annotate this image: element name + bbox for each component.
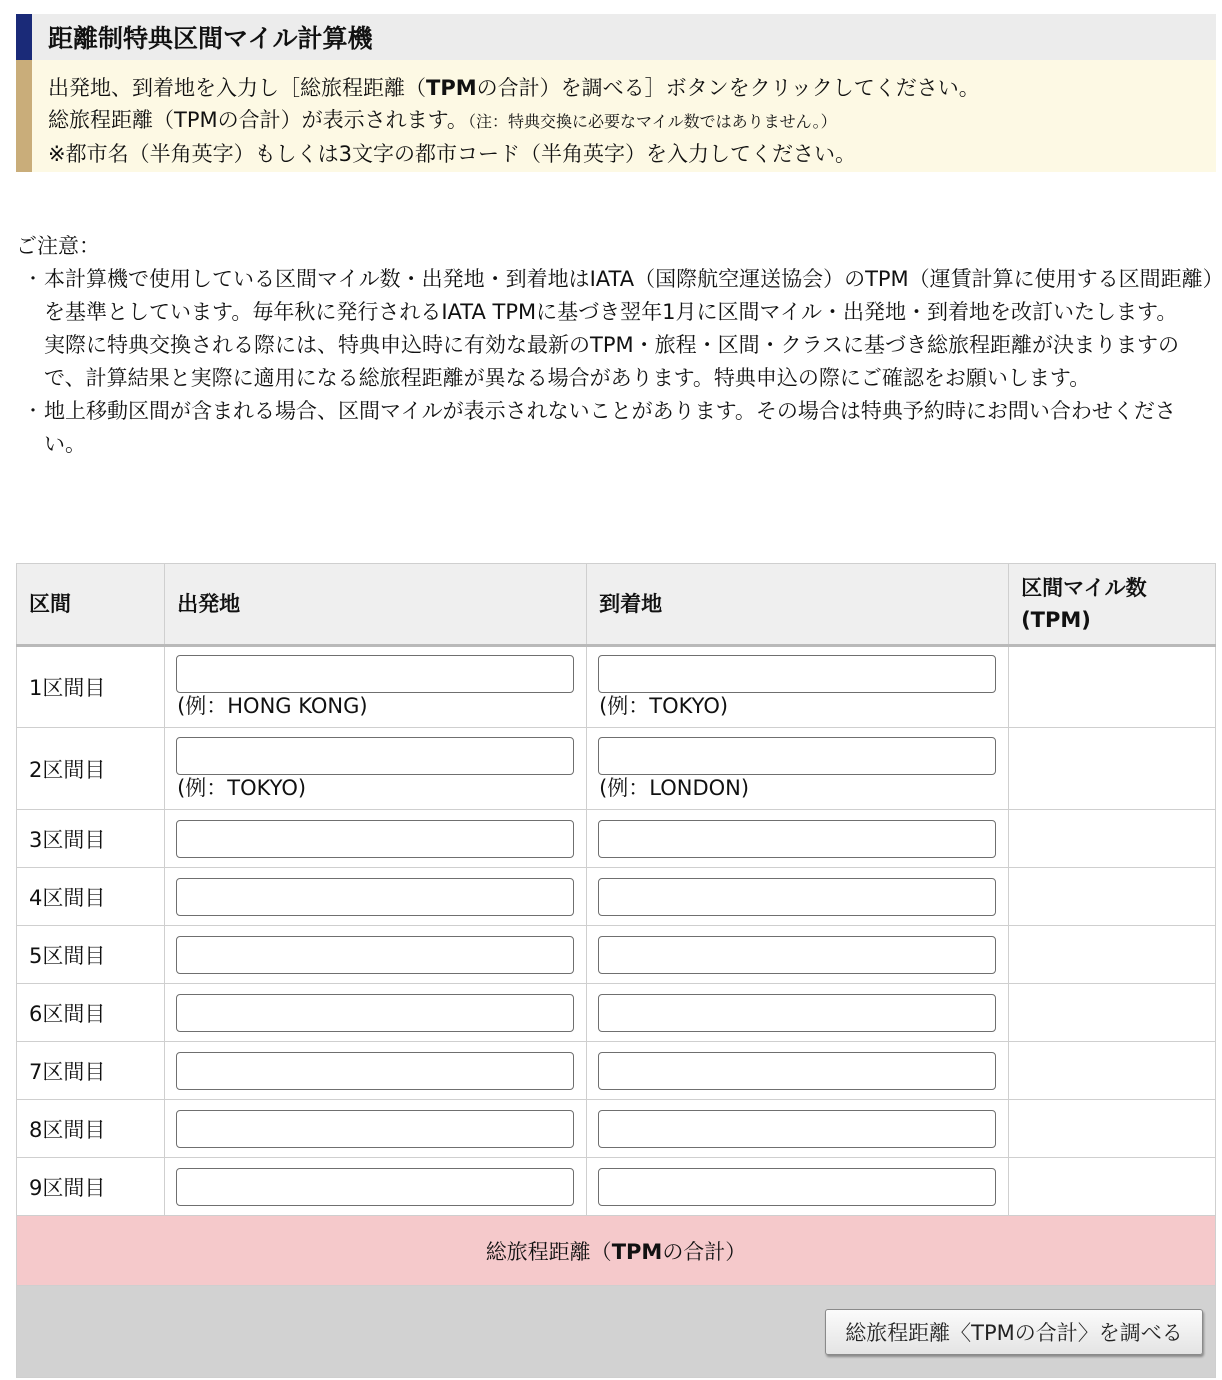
section-label: 9区間目 xyxy=(17,1158,165,1216)
notes-list xyxy=(16,263,1216,461)
arrival-cell xyxy=(587,926,1009,984)
instruction-text: 総旅程距離（TPMの合計）が表示されます。 xyxy=(48,108,468,132)
tpm-cell xyxy=(1009,810,1216,868)
departure-input[interactable] xyxy=(176,1052,574,1090)
section-label: 1区間目 xyxy=(17,646,165,728)
note-paragraph: 実際に特典交換される際には、特典申込時に有効な最新のTPM・旅程・区間・クラスに基づき総旅程距離が決まりますので、計算結果と実際に適用になる総旅程距離が異なる場合があります。特典申込の際にご確認をお願いします。 xyxy=(44,333,1179,390)
tpm-cell xyxy=(1009,868,1216,926)
instruction-line-3: ※都市名（半角英字）もしくは3文字の都市コード（半角英字）を入力してください。 xyxy=(48,142,856,166)
total-row xyxy=(17,1216,1216,1286)
table-row xyxy=(17,810,1216,868)
departure-cell xyxy=(165,1100,587,1158)
departure-input[interactable] xyxy=(176,820,574,858)
tpm-cell xyxy=(1009,926,1216,984)
departure-cell xyxy=(165,810,587,868)
departure-input[interactable] xyxy=(176,1110,574,1148)
departure-cell xyxy=(165,646,587,728)
notes-heading: ご注意： xyxy=(16,234,100,258)
header-tpm-label: 区間マイル数 xyxy=(1021,576,1147,600)
arrival-cell xyxy=(587,868,1009,926)
table-row xyxy=(17,926,1216,984)
table-row xyxy=(17,868,1216,926)
tpm-cell xyxy=(1009,984,1216,1042)
arrival-cell xyxy=(587,1042,1009,1100)
note-paragraph: 地上移動区間が含まれる場合、区間マイルが表示されないことがあります。その場合は特典予約時にお問い合わせください。 xyxy=(44,399,1176,456)
total-text: の合計） xyxy=(662,1239,747,1264)
arrival-input[interactable] xyxy=(598,1168,996,1206)
total-label xyxy=(17,1216,1216,1286)
arrival-cell xyxy=(587,1100,1009,1158)
tpm-cell xyxy=(1009,646,1216,728)
tpm-cell xyxy=(1009,1042,1216,1100)
tpm-cell xyxy=(1009,728,1216,810)
table-row xyxy=(17,1042,1216,1100)
departure-cell xyxy=(165,984,587,1042)
instruction-line-2 xyxy=(48,104,1216,138)
arrival-cell xyxy=(587,728,1009,810)
header-arrival: 到着地 xyxy=(587,564,1009,646)
arrival-input[interactable] xyxy=(598,737,996,775)
arrival-example: (例：LONDON) xyxy=(599,775,750,800)
header-section: 区間 xyxy=(17,564,165,646)
instruction-note: （注：特典交換に必要なマイル数ではありません。） xyxy=(467,112,837,131)
departure-input[interactable] xyxy=(176,994,574,1032)
departure-input[interactable] xyxy=(176,737,574,775)
arrival-input[interactable] xyxy=(598,878,996,916)
note-paragraph: 本計算機で使用している区間マイル数・出発地・到着地はIATA（国際航空運送協会）のTPM（運賃計算に使用する区間距離）を基準としています。毎年秋に発行されるIATA TPMに基づき翌年1月に区間マイル・出発地・到着地を改訂いたします。 xyxy=(44,267,1214,324)
arrival-cell xyxy=(587,646,1009,728)
arrival-input[interactable] xyxy=(598,994,996,1032)
action-row xyxy=(17,1286,1216,1378)
departure-input[interactable] xyxy=(176,1168,574,1206)
departure-input[interactable] xyxy=(176,655,574,693)
total-bold: TPM xyxy=(611,1239,663,1264)
instruction-text: 出発地、到着地を入力し［総旅程距離（ xyxy=(48,76,426,100)
arrival-example: (例：TOKYO) xyxy=(599,694,729,718)
page-title: 距離制特典区間マイル計算機 xyxy=(48,24,373,53)
section-label: 6区間目 xyxy=(17,984,165,1042)
section-label: 8区間目 xyxy=(17,1100,165,1158)
departure-cell xyxy=(165,1042,587,1100)
bullet-icon: ・ xyxy=(24,401,42,422)
bullet-icon: ・ xyxy=(24,269,42,290)
header-tpm xyxy=(1009,564,1216,646)
note-item xyxy=(16,263,1216,395)
tpm-cell xyxy=(1009,1158,1216,1216)
table-row xyxy=(17,984,1216,1042)
departure-example: (例：HONG KONG) xyxy=(177,694,368,718)
arrival-cell xyxy=(587,984,1009,1042)
notes-section xyxy=(16,230,1216,461)
instruction-bold: TPM xyxy=(426,76,477,100)
section-label: 7区間目 xyxy=(17,1042,165,1100)
arrival-cell xyxy=(587,810,1009,868)
section-label: 4区間目 xyxy=(17,868,165,926)
mileage-table xyxy=(16,563,1216,1378)
arrival-input[interactable] xyxy=(598,936,996,974)
section-label: 2区間目 xyxy=(17,728,165,810)
instruction-text: の合計）を調べる］ボタンをクリックしてください。 xyxy=(476,76,980,100)
table-row xyxy=(17,728,1216,810)
total-text: 総旅程距離（ xyxy=(485,1239,612,1264)
section-label: 3区間目 xyxy=(17,810,165,868)
table-row xyxy=(17,1100,1216,1158)
arrival-input[interactable] xyxy=(598,1052,996,1090)
instruction-line-1 xyxy=(48,72,1216,104)
departure-cell xyxy=(165,868,587,926)
table-header-row xyxy=(17,564,1216,646)
header-tpm-unit: (TPM) xyxy=(1021,608,1091,632)
arrival-input[interactable] xyxy=(598,1110,996,1148)
note-item xyxy=(16,395,1216,461)
arrival-input[interactable] xyxy=(598,655,996,693)
action-cell xyxy=(17,1286,1216,1378)
departure-cell xyxy=(165,728,587,810)
departure-cell xyxy=(165,926,587,984)
departure-example: (例：TOKYO) xyxy=(177,775,307,800)
instructions-box xyxy=(16,60,1216,172)
header-departure: 出発地 xyxy=(165,564,587,646)
tpm-cell xyxy=(1009,1100,1216,1158)
calculate-tpm-button[interactable]: 総旅程距離〈TPMの合計〉を調べる xyxy=(825,1309,1203,1355)
arrival-cell xyxy=(587,1158,1009,1216)
table-row xyxy=(17,646,1216,728)
departure-cell xyxy=(165,1158,587,1216)
title-bar xyxy=(16,14,1216,60)
table-row xyxy=(17,1158,1216,1216)
departure-input[interactable] xyxy=(176,878,574,916)
departure-input[interactable] xyxy=(176,936,574,974)
section-label: 5区間目 xyxy=(17,926,165,984)
arrival-input[interactable] xyxy=(598,820,996,858)
